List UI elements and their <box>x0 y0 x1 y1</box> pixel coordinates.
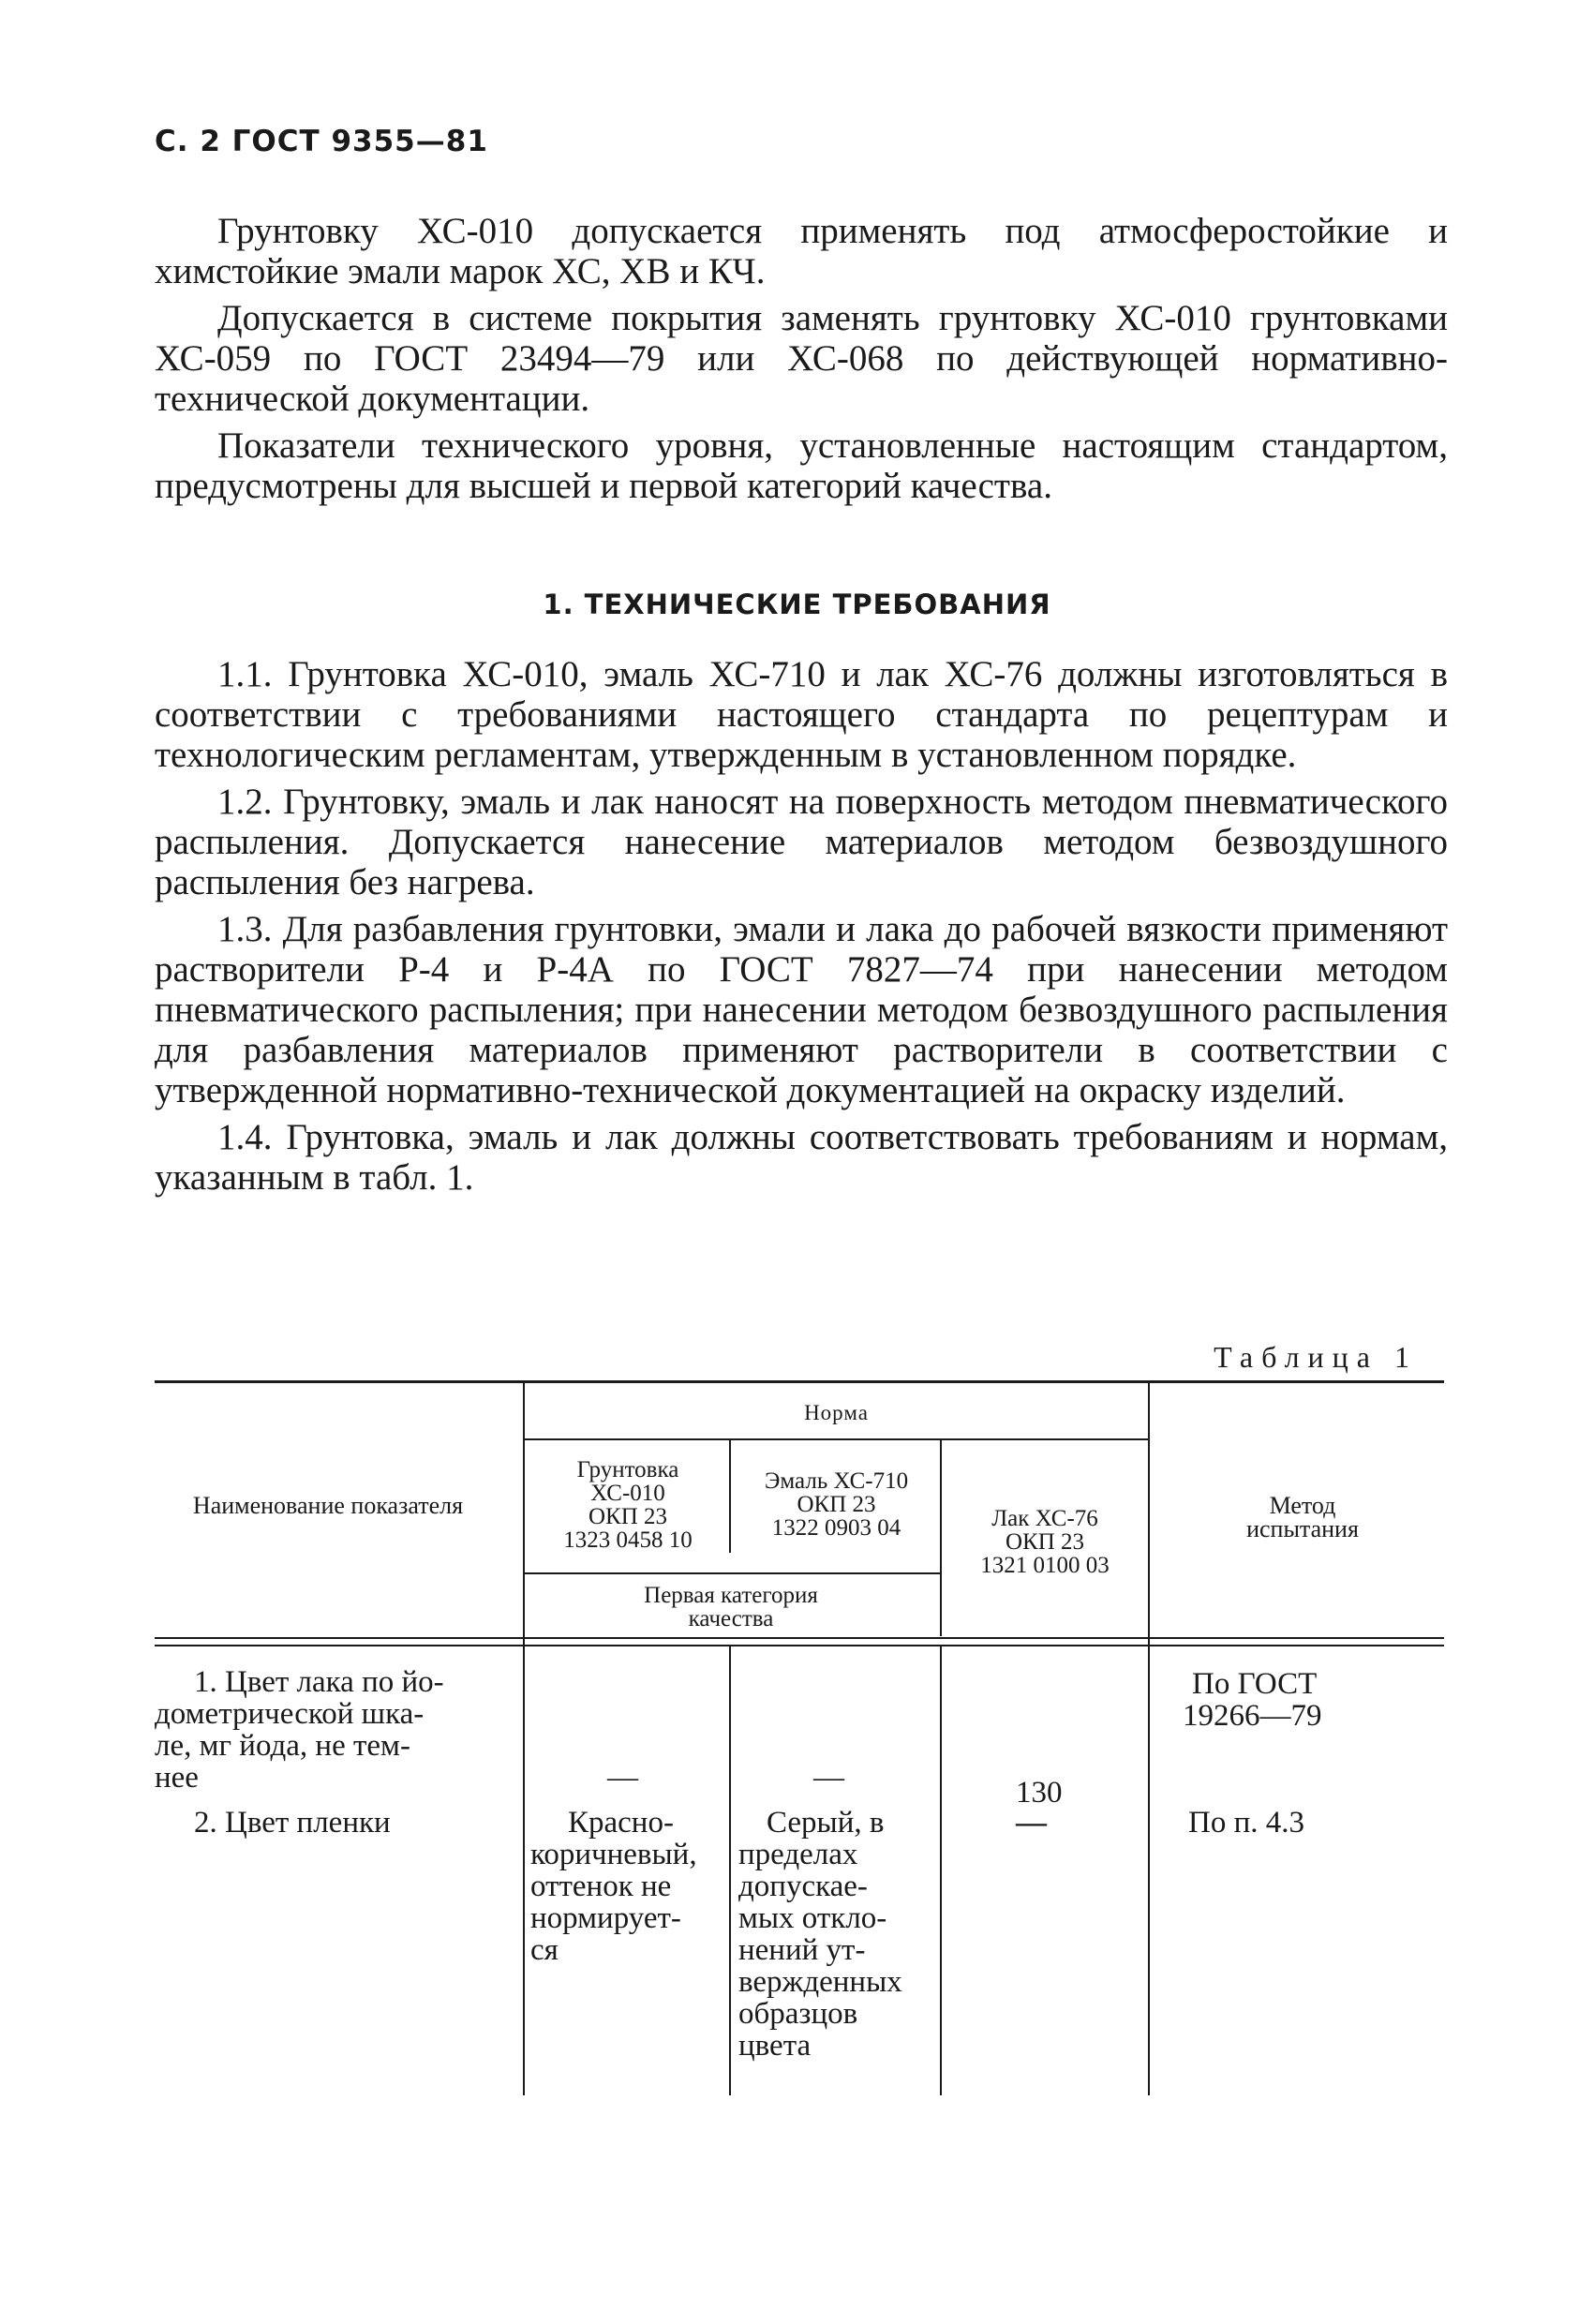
cell-line: нормирует- <box>530 1901 681 1935</box>
table-top-rule <box>155 1380 1444 1383</box>
column-divider <box>729 1440 731 1553</box>
header-primer <box>534 1458 722 1552</box>
column-divider <box>1148 1383 1150 2095</box>
cell-line: 19266—79 <box>1183 1699 1322 1733</box>
cell-line: оттенок не <box>530 1870 672 1903</box>
category-rule <box>525 1572 940 1574</box>
header-line: испытания <box>1246 1515 1359 1542</box>
row1-enamel: — <box>813 1761 844 1795</box>
header-category <box>529 1584 932 1631</box>
paragraph: Грунтовку ХС-010 допускается применять под атмосферостойкие и химстойкие эмали марок ХС, ХВ и КЧ. <box>155 211 1448 291</box>
header-method <box>1162 1494 1443 1541</box>
column-divider <box>940 1440 942 1636</box>
intro-text <box>155 211 1448 506</box>
paragraph: Показатели технического уровня, установленные настоящим стандартом, предусмотрены для высшей и первой категорий качества. <box>155 425 1448 506</box>
cell-line: По ГОСТ <box>1192 1667 1318 1701</box>
table-header-rule <box>155 1645 1444 1646</box>
paragraph: 1.4. Грунтовка, эмаль и лак должны соответствовать требованиям и нормам, указанным в табл. 1. <box>155 1117 1448 1198</box>
cell-line: Красно- <box>568 1806 674 1840</box>
cell-line: нее <box>155 1761 199 1795</box>
header-line: качества <box>688 1606 774 1631</box>
row1-primer: — <box>607 1761 638 1795</box>
cell-line: образцов <box>738 1997 858 2031</box>
paragraph: 1.2. Грунтовку, эмаль и лак наносят на поверхность методом пневматического распыления. Допускается нанесение материалов методом безвоздушного распыления без нагрева. <box>155 782 1448 902</box>
row2-lacquer: — <box>1016 1806 1047 1840</box>
cell-line: цвета <box>738 2029 812 2063</box>
header-line: Лак ХС-76 <box>991 1506 1098 1531</box>
cell-line: вержденных <box>738 1965 902 1999</box>
header-norm: Норма <box>804 1401 869 1424</box>
header-line: ХС-010 <box>590 1481 665 1506</box>
cell-line: нений ут- <box>738 1933 866 1967</box>
cell-line: 1. Цвет лака по йо- <box>194 1665 444 1699</box>
header-line: ОКП 23 <box>1005 1529 1085 1555</box>
row2-method: По п. 4.3 <box>1188 1806 1304 1840</box>
row1-lacquer: 130 <box>1016 1776 1063 1810</box>
table-caption: Таблица 1 <box>1214 1340 1418 1374</box>
page-header: С. 2 ГОСТ 9355—81 <box>155 125 488 158</box>
cell-line: ле, мг йода, не тем- <box>155 1729 410 1763</box>
column-divider <box>729 1646 731 2095</box>
paragraph: Допускается в системе покрытия заменять грунтовку ХС-010 грунтовками ХС-059 по ГОСТ 23494—79 или ХС-068 по действующей нормативно-технической документации. <box>155 298 1448 419</box>
header-line: Грунтовка <box>576 1457 679 1482</box>
row1-indicator <box>155 1666 511 1794</box>
row2-indicator: 2. Цвет пленки <box>194 1806 391 1840</box>
row2-enamel <box>738 1807 937 2062</box>
cell-line: коричневый, <box>530 1838 697 1871</box>
norm-rule <box>525 1438 1148 1440</box>
header-lacquer <box>946 1507 1143 1577</box>
header-line: Первая категория <box>644 1583 818 1608</box>
cell-line: допускае- <box>738 1870 868 1903</box>
header-line: 1322 0903 04 <box>771 1515 901 1541</box>
column-divider <box>940 1646 942 2095</box>
column-divider <box>523 1383 525 2095</box>
header-line: Эмаль ХС-710 <box>764 1468 909 1494</box>
header-line: ОКП 23 <box>797 1492 876 1517</box>
header-line: 1323 0458 10 <box>563 1527 693 1553</box>
header-line: Метод <box>1269 1492 1336 1519</box>
section-title: 1. ТЕХНИЧЕСКИЕ ТРЕБОВАНИЯ <box>543 588 1051 620</box>
header-line: ОКП 23 <box>588 1504 668 1529</box>
section-text <box>155 654 1448 1198</box>
cell-line: Серый, в <box>767 1806 885 1840</box>
cell-line: дометрической шка- <box>155 1697 425 1731</box>
cell-line: мых откло- <box>738 1901 887 1935</box>
header-enamel <box>740 1469 932 1540</box>
row2-primer <box>530 1807 727 1966</box>
header-line: 1321 0100 03 <box>980 1553 1110 1578</box>
row1-method <box>1183 1668 1322 1732</box>
cell-line: ся <box>530 1933 559 1967</box>
table-header-rule <box>155 1637 1444 1639</box>
header-indicator: Наименование показателя <box>192 1492 464 1519</box>
cell-line: пределах <box>738 1838 858 1871</box>
paragraph: 1.3. Для разбавления грунтовки, эмали и лака до рабочей вязкости применяют растворители Р-4 и Р-4А по ГОСТ 7827—74 при нанесении методом пневматического распыления; при нанесении методом безвоздушного распыления для разбавления материалов применяют растворители в соответствии с утвержденной нормативно-технической документацией на окраску изделий. <box>155 909 1448 1110</box>
paragraph: 1.1. Грунтовка ХС-010, эмаль ХС-710 и лак ХС-76 должны изготовляться в соответствии с требованиями настоящего стандарта по рецептурам и технологическим регламентам, утвержденным в установленном порядке. <box>155 654 1448 775</box>
